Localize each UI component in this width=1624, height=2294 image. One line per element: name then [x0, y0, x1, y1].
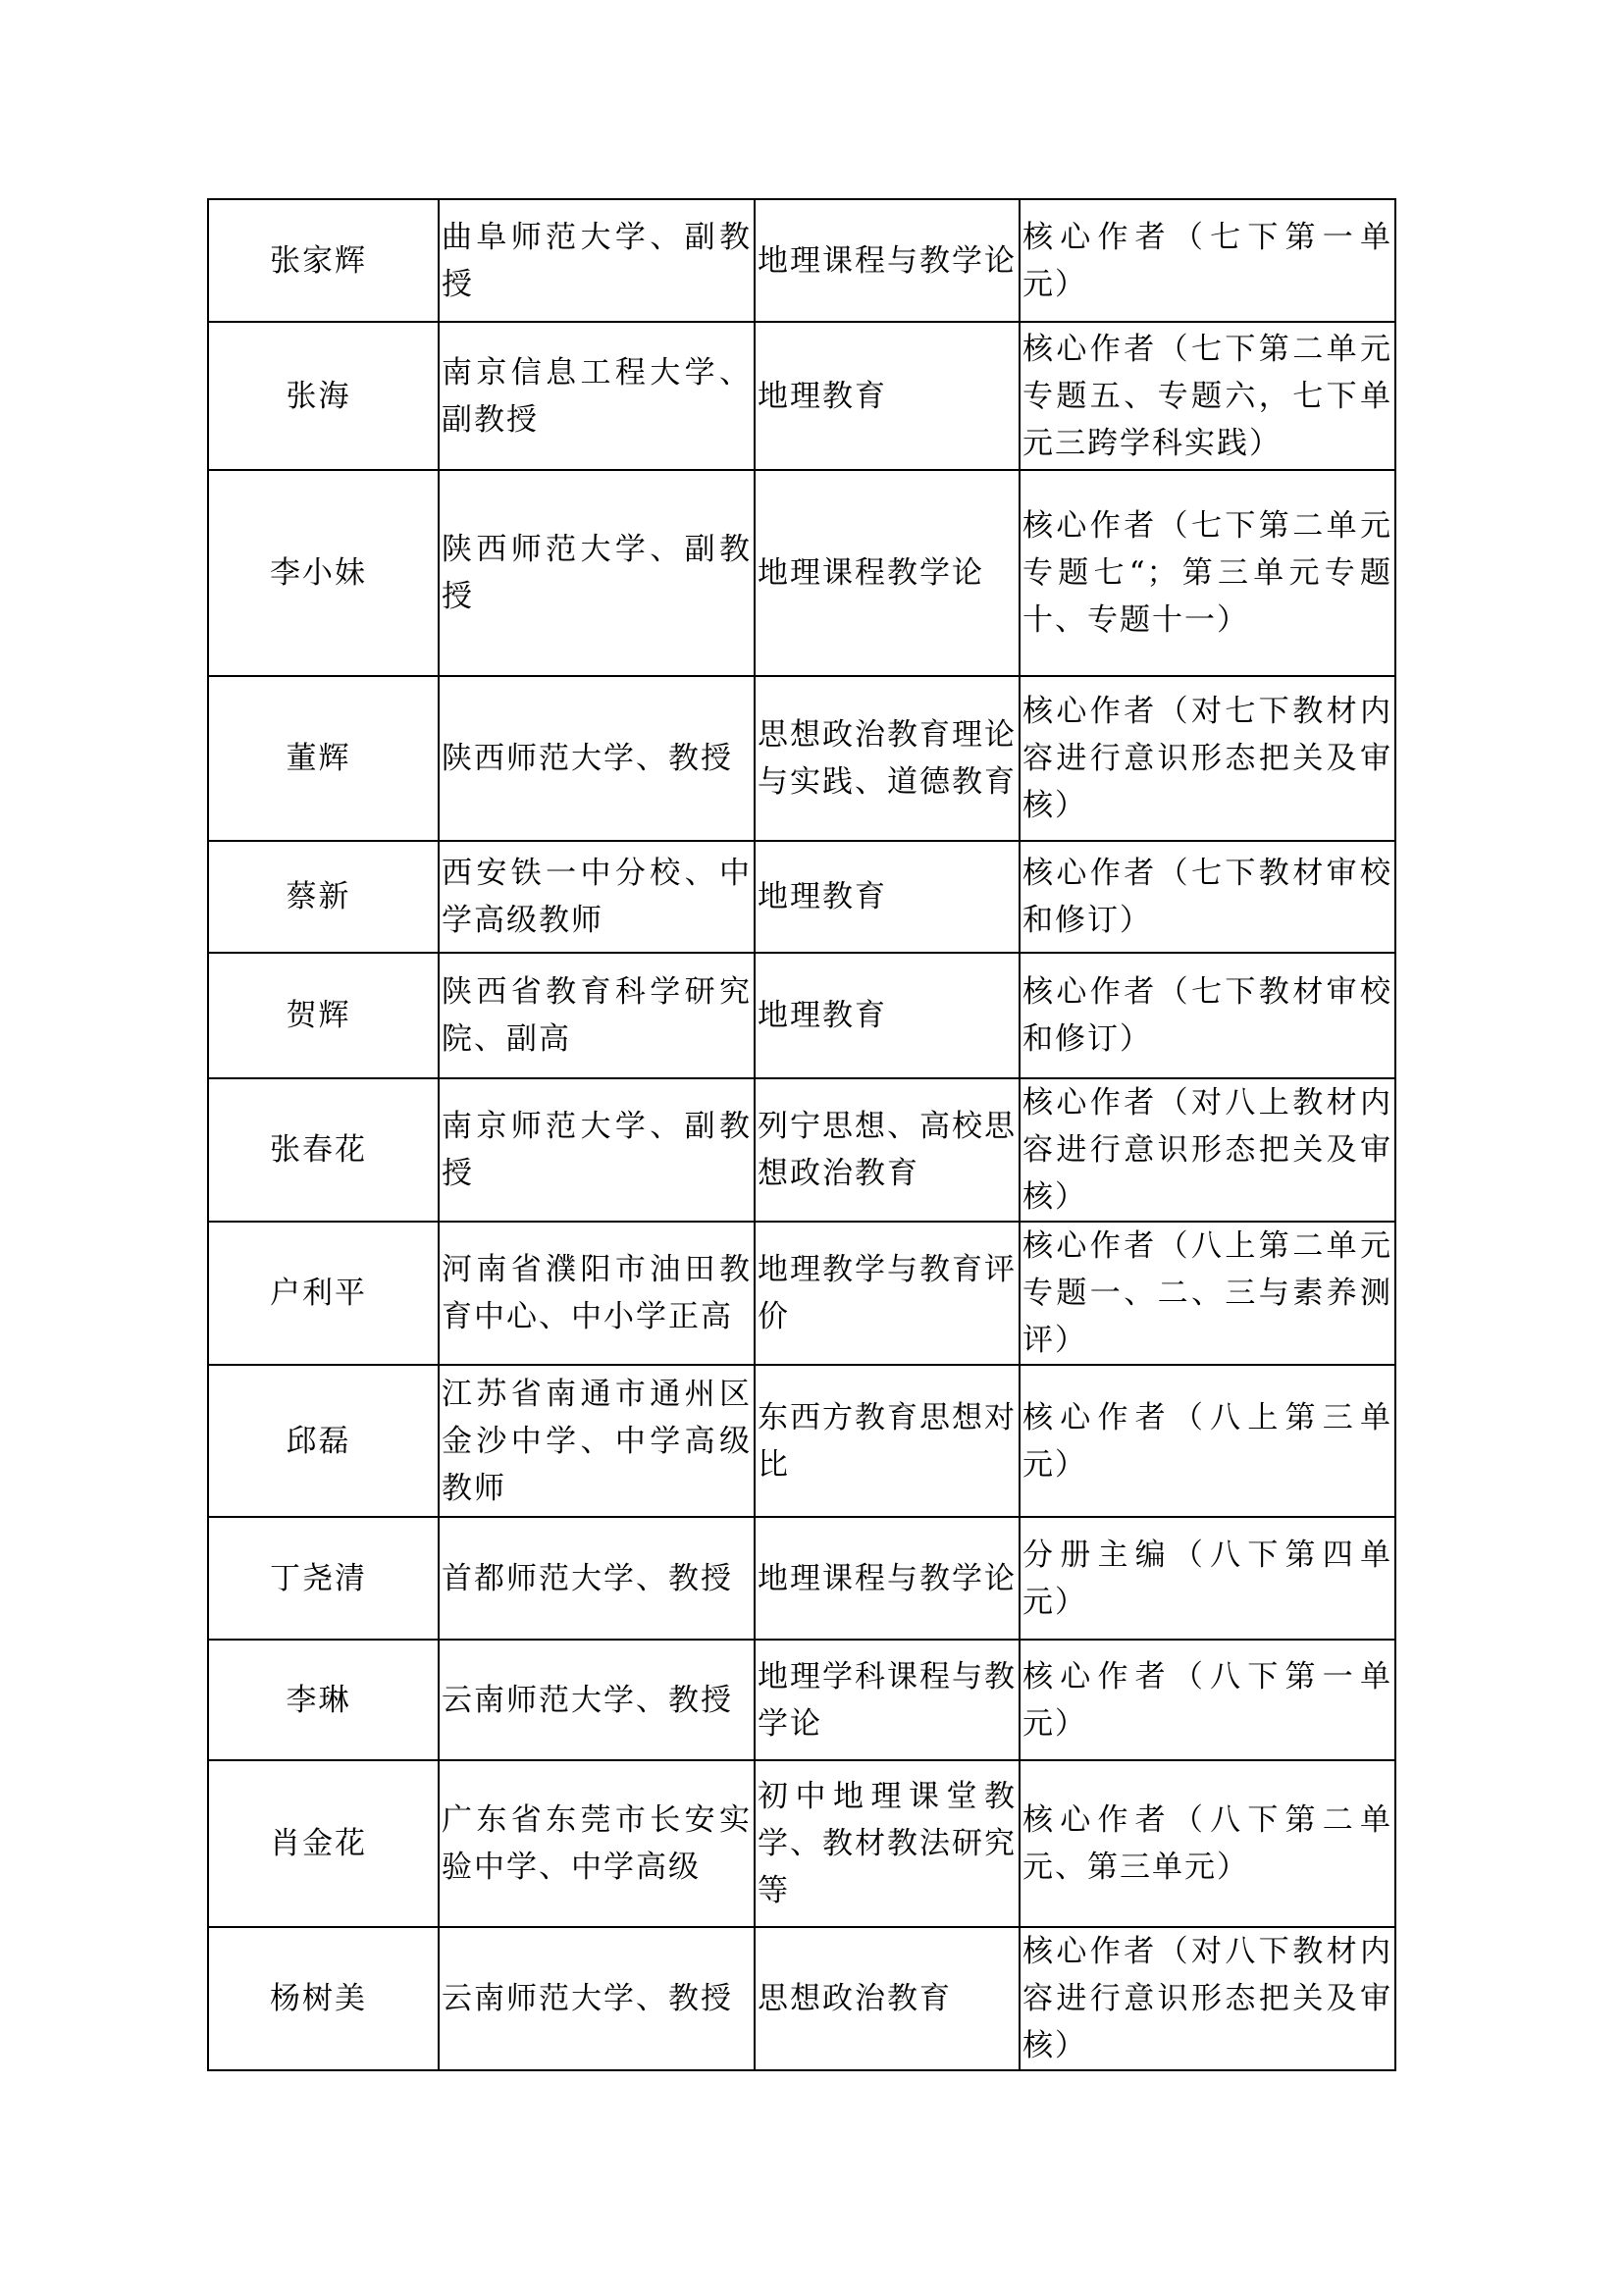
author-field: 思想政治教育理论与实践、道德教育	[755, 676, 1020, 841]
table-row	[208, 1222, 1395, 1365]
author-field: 地理课程与教学论	[755, 199, 1020, 322]
table-row	[208, 1927, 1395, 2070]
table-row	[208, 1517, 1395, 1640]
table-row	[208, 1365, 1395, 1517]
author-role: 核心作者（八上第二单元专题一、二、三与素养测评）	[1020, 1222, 1395, 1365]
author-field: 地理教育	[755, 322, 1020, 470]
author-name: 李琳	[208, 1640, 439, 1760]
author-name: 李小妹	[208, 470, 439, 676]
author-unit: 云南师范大学、教授	[439, 1640, 755, 1760]
author-field: 列宁思想、高校思想政治教育	[755, 1078, 1020, 1222]
author-field: 地理学科课程与教学论	[755, 1640, 1020, 1760]
author-role: 核心作者（对八上教材内容进行意识形态把关及审核）	[1020, 1078, 1395, 1222]
table-row	[208, 1640, 1395, 1760]
author-role: 核心作者（对七下教材内容进行意识形态把关及审核）	[1020, 676, 1395, 841]
author-name: 张家辉	[208, 199, 439, 322]
author-unit: 云南师范大学、教授	[439, 1927, 755, 2070]
author-name: 蔡新	[208, 841, 439, 953]
author-name: 邱磊	[208, 1365, 439, 1517]
author-field: 东西方教育思想对比	[755, 1365, 1020, 1517]
author-role: 核心作者（八上第三单元）	[1020, 1365, 1395, 1517]
author-name: 丁尧清	[208, 1517, 439, 1640]
table-row	[208, 1760, 1395, 1927]
author-role: 分册主编（八下第四单元）	[1020, 1517, 1395, 1640]
author-field: 地理课程教学论	[755, 470, 1020, 676]
author-unit: 河南省濮阳市油田教育中心、中小学正高	[439, 1222, 755, 1365]
author-unit: 江苏省南通市通州区金沙中学、中学高级教师	[439, 1365, 755, 1517]
author-unit: 曲阜师范大学、副教授	[439, 199, 755, 322]
author-role: 核心作者（七下教材审校和修订）	[1020, 841, 1395, 953]
author-name: 贺辉	[208, 953, 439, 1078]
table-row	[208, 322, 1395, 470]
table-row	[208, 199, 1395, 322]
author-unit: 陕西省教育科学研究院、副高	[439, 953, 755, 1078]
author-field: 地理教育	[755, 953, 1020, 1078]
author-role: 核心作者（七下第一单元）	[1020, 199, 1395, 322]
author-field: 地理教育	[755, 841, 1020, 953]
author-field: 思想政治教育	[755, 1927, 1020, 2070]
author-field: 地理教学与教育评价	[755, 1222, 1020, 1365]
author-name: 杨树美	[208, 1927, 439, 2070]
author-role: 核心作者（七下教材审校和修订）	[1020, 953, 1395, 1078]
author-unit: 广东省东莞市长安实验中学、中学高级	[439, 1760, 755, 1927]
table-row	[208, 841, 1395, 953]
author-name: 张海	[208, 322, 439, 470]
author-unit: 南京信息工程大学、副教授	[439, 322, 755, 470]
author-role: 核心作者（七下第二单元专题五、专题六，七下单元三跨学科实践）	[1020, 322, 1395, 470]
author-name: 张春花	[208, 1078, 439, 1222]
author-role: 核心作者（八下第二单元、第三单元）	[1020, 1760, 1395, 1927]
author-unit: 陕西师范大学、副教授	[439, 470, 755, 676]
author-unit: 西安铁一中分校、中学高级教师	[439, 841, 755, 953]
author-unit: 南京师范大学、副教授	[439, 1078, 755, 1222]
author-unit: 首都师范大学、教授	[439, 1517, 755, 1640]
table-row	[208, 1078, 1395, 1222]
author-role: 核心作者（对八下教材内容进行意识形态把关及审核）	[1020, 1927, 1395, 2070]
author-name: 董辉	[208, 676, 439, 841]
author-role: 核心作者（七下第二单元专题七“；第三单元专题十、专题十一）	[1020, 470, 1395, 676]
author-unit: 陕西师范大学、教授	[439, 676, 755, 841]
table-row	[208, 953, 1395, 1078]
table-row	[208, 676, 1395, 841]
author-field: 地理课程与教学论	[755, 1517, 1020, 1640]
author-name: 户利平	[208, 1222, 439, 1365]
author-field: 初中地理课堂教学、教材教法研究等	[755, 1760, 1020, 1927]
author-role: 核心作者（八下第一单元）	[1020, 1640, 1395, 1760]
table-row	[208, 470, 1395, 676]
author-name: 肖金花	[208, 1760, 439, 1927]
author-table	[207, 198, 1396, 2071]
